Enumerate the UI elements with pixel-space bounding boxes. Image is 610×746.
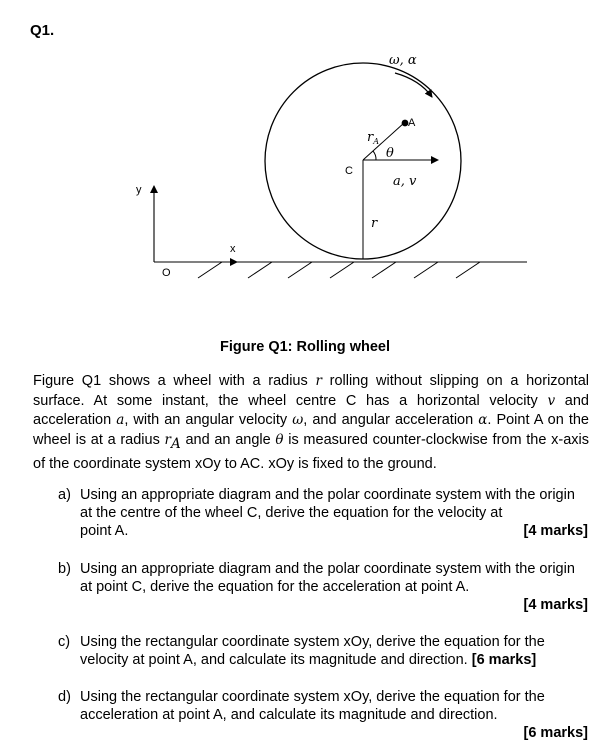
question-c-label: c) [58,634,71,650]
question-b-marks: [4 marks] [523,596,588,613]
question-b [58,561,588,614]
question-a-marks: [4 marks] [523,522,588,539]
question-d-marks: [6 marks] [523,724,588,741]
question-c [58,634,588,670]
figure-caption: Figure Q1: Rolling wheel [220,339,390,355]
question-c-text: Using the rectangular coordinate system xOy, derive the equation for the velocity at point A, and calculate its magnitude and direction. [80,634,545,668]
ra-label: $r_A$ [367,130,379,146]
problem-statement: Figure Q1 shows a wheel with a radius r rolling without slipping on a horizontal surface. At some instant, the wheel centre C has a horizontal velocity v and acceleration a, with an angular velocity ω, and angular acceleration α. Point A on the wheel is at a radius $r_A$ and an angle θ is measured counter-clockwise from the x-axis of the coordinate system xOy to AC. xOy is fixed to the ground. [33,373,589,473]
ground-hatching [198,262,480,278]
rolling-wheel-figure [0,0,610,300]
av-label: a, v [393,174,417,189]
question-a-text: Using an appropriate diagram and the polar coordinate system with the origin at the centre of the wheel C, derive the equation for the velocity at [80,487,575,521]
y-axis-label: y [136,184,142,196]
theta-label: θ [386,146,394,161]
center-c-label: C [345,165,353,177]
question-number: Q1. [30,22,55,39]
x-axis-label: x [230,243,236,255]
question-b-text: Using an appropriate diagram and the polar coordinate system with the origin at point C, derive the equation for the acceleration at point A. [80,561,575,595]
question-a-label: a) [58,487,71,503]
question-d-text: Using the rectangular coordinate system xOy, derive the equation for the acceleration at point A, and calculate its magnitude and direction. [80,689,545,723]
theta-arc [373,151,376,160]
question-a [58,487,588,540]
r-label: r [371,216,378,231]
origin-label: O [162,267,171,279]
omega-alpha-label: ω, α [389,53,417,68]
question-d [58,689,588,742]
point-a-label: A [408,117,416,129]
question-c-marks: [6 marks] [471,651,537,668]
question-b-label: b) [58,561,71,577]
question-a-last: point A. [80,522,129,539]
question-d-label: d) [58,689,71,705]
